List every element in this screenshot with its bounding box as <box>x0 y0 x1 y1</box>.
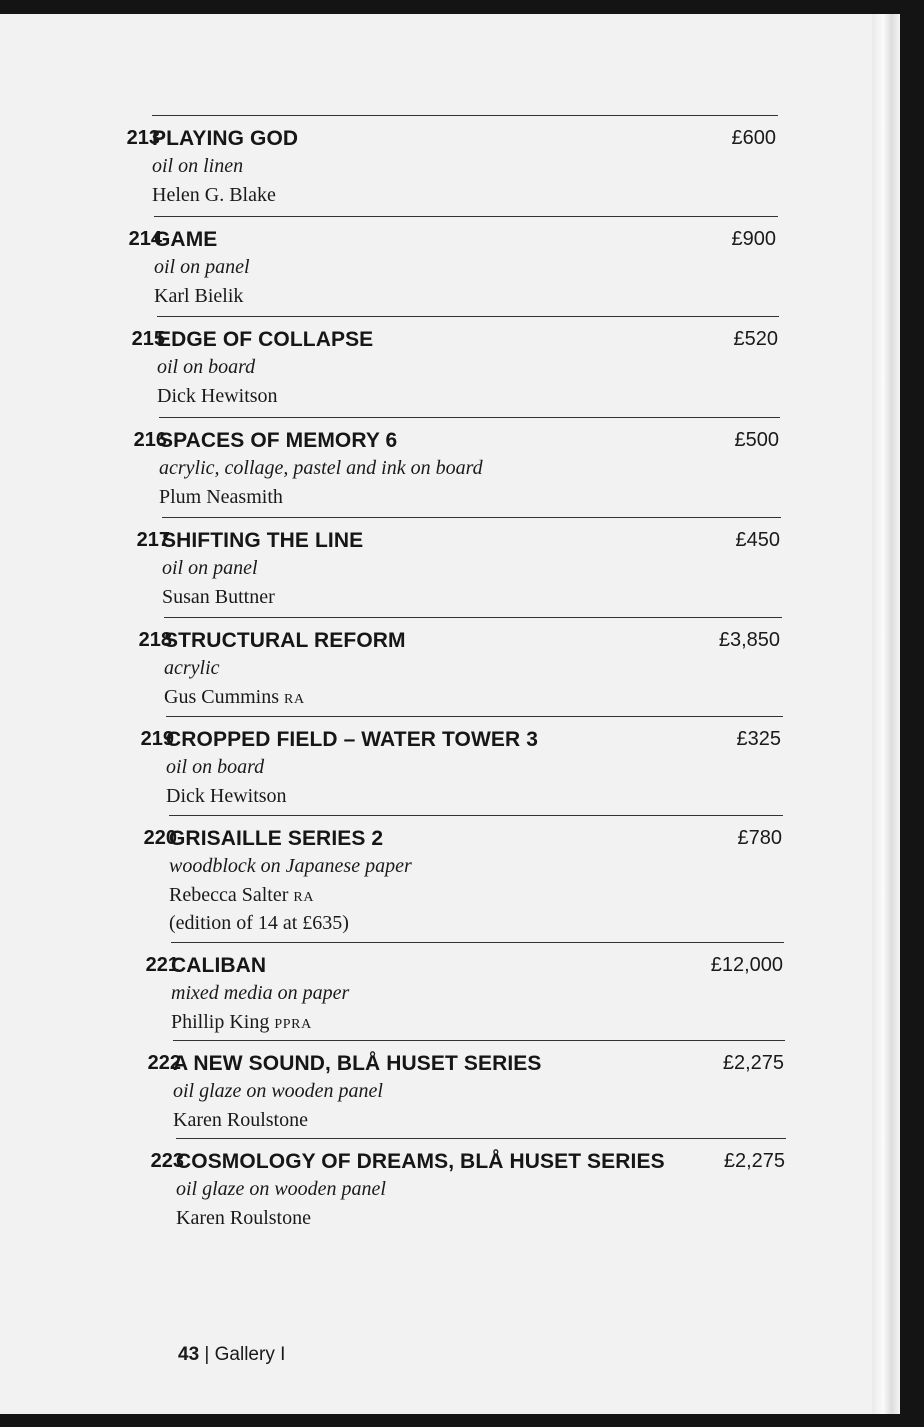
artist-line <box>176 1207 311 1230</box>
catalogue-number: 218 <box>138 629 172 651</box>
artist-line <box>171 1011 312 1034</box>
artist-honour: RA <box>293 890 315 905</box>
entry-divider <box>176 1138 786 1139</box>
artist-name: Susan Buttner <box>162 586 275 608</box>
catalogue-number: 219 <box>140 728 174 750</box>
catalogue-number: 213 <box>126 127 160 149</box>
artwork-title: SPACES OF MEMORY 6 <box>159 429 398 452</box>
artwork-price: £780 <box>737 827 782 849</box>
catalogue-number: 222 <box>147 1052 181 1074</box>
artwork-medium: acrylic, collage, pastel and ink on board <box>159 457 483 479</box>
artist-honour: PPRA <box>274 1017 312 1032</box>
artist-name: Dick Hewitson <box>157 385 278 407</box>
entry-divider <box>162 517 781 518</box>
artist-name: Rebecca Salter <box>169 884 289 906</box>
artwork-price: £500 <box>734 429 779 451</box>
artist-line <box>162 586 275 609</box>
artwork-price: £325 <box>736 728 781 750</box>
artwork-medium: oil glaze on wooden panel <box>173 1080 383 1102</box>
artwork-medium: oil on panel <box>162 557 258 579</box>
artwork-title: EDGE OF COLLAPSE <box>157 328 374 351</box>
artwork-price: £3,850 <box>718 629 780 651</box>
artwork-price: £2,275 <box>723 1150 785 1172</box>
artist-name: Helen G. Blake <box>152 184 276 206</box>
entry-divider <box>173 1040 785 1041</box>
artwork-title: CROPPED FIELD – WATER TOWER 3 <box>166 728 538 751</box>
catalogue-number: 221 <box>145 954 179 976</box>
artist-honour: RA <box>284 692 305 707</box>
artist-line <box>159 486 283 509</box>
artwork-price: £12,000 <box>710 954 783 976</box>
artwork-price: £450 <box>735 529 780 551</box>
artwork-medium: oil on board <box>166 756 265 778</box>
artwork-medium: mixed media on paper <box>171 982 350 1004</box>
artist-name: Karl Bielik <box>154 285 244 307</box>
artist-name: Karen Roulstone <box>173 1109 308 1131</box>
catalogue-number: 216 <box>133 429 167 451</box>
artwork-price: £600 <box>731 127 776 149</box>
artist-name: Gus Cummins <box>164 686 280 708</box>
artwork-title: PLAYING GOD <box>152 127 299 150</box>
catalogue-number: 220 <box>143 827 177 849</box>
artwork-title: GAME <box>154 228 218 251</box>
artwork-title: STRUCTURAL REFORM <box>164 629 406 652</box>
artist-name: Phillip King <box>171 1011 270 1033</box>
catalogue-number: 217 <box>136 529 170 551</box>
artwork-medium: acrylic <box>164 657 220 679</box>
page-number: 43 <box>178 1344 200 1365</box>
entry-divider <box>152 115 778 116</box>
artist-name: Dick Hewitson <box>166 785 287 807</box>
catalogue-list <box>0 14 900 1414</box>
entry-divider <box>159 417 780 418</box>
artist-line <box>154 285 243 308</box>
artwork-medium: oil glaze on wooden panel <box>176 1178 386 1200</box>
catalogue-page <box>0 14 900 1414</box>
footer-section: Gallery I <box>214 1344 286 1365</box>
artist-line <box>157 385 278 408</box>
artwork-title: GRISAILLE SERIES 2 <box>169 827 384 850</box>
catalogue-number: 223 <box>150 1150 184 1172</box>
entry-divider <box>169 815 783 816</box>
catalogue-number: 215 <box>131 328 165 350</box>
artist-name: Karen Roulstone <box>176 1207 311 1229</box>
artwork-price: £520 <box>733 328 778 350</box>
page-edge <box>872 14 900 1414</box>
footer-separator: | <box>204 1344 210 1365</box>
artwork-price: £2,275 <box>722 1052 784 1074</box>
entry-divider <box>164 617 782 618</box>
artist-line <box>173 1109 308 1132</box>
artist-line <box>152 184 276 207</box>
page-footer <box>178 1344 285 1366</box>
artwork-title: COSMOLOGY OF DREAMS, BLÅ HUSET SERIES <box>176 1150 665 1173</box>
artwork-medium: oil on linen <box>152 155 244 177</box>
edition-note: (edition of 14 at £635) <box>169 912 349 934</box>
entry-divider <box>154 216 778 217</box>
artwork-title: SHIFTING THE LINE <box>162 529 364 552</box>
entry-divider <box>166 716 783 717</box>
artwork-title: CALIBAN <box>171 954 267 977</box>
artist-line <box>164 686 305 709</box>
artist-line <box>169 884 314 907</box>
artwork-price: £900 <box>731 228 776 250</box>
artwork-title: A NEW SOUND, BLÅ HUSET SERIES <box>173 1052 542 1075</box>
entry-divider <box>157 316 779 317</box>
catalogue-number: 214 <box>128 228 162 250</box>
artwork-medium: oil on panel <box>154 256 250 278</box>
artist-name: Plum Neasmith <box>159 486 283 508</box>
artwork-medium: oil on board <box>157 356 256 378</box>
artist-line <box>166 785 287 808</box>
entry-divider <box>171 942 784 943</box>
artwork-medium: woodblock on Japanese paper <box>169 855 412 877</box>
